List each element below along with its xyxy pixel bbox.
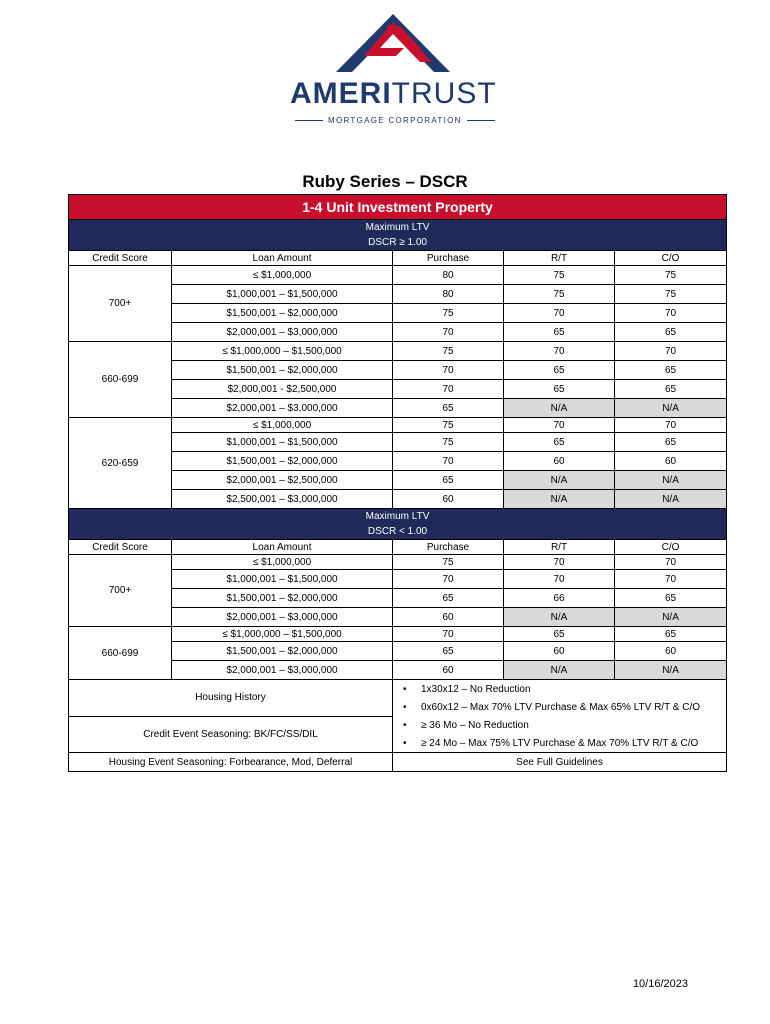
col-rt: R/T — [504, 251, 615, 266]
purchase-cell: 75 — [393, 342, 504, 361]
rt-cell: N/A — [504, 471, 615, 490]
purchase-cell: 65 — [393, 471, 504, 490]
col-purchase: Purchase — [393, 251, 504, 266]
purchase-cell: 70 — [393, 452, 504, 471]
col-loan-amount: Loan Amount — [172, 540, 393, 555]
co-cell: 70 — [615, 555, 727, 570]
purchase-cell: 60 — [393, 490, 504, 509]
section2-heading: Maximum LTV — [69, 509, 727, 525]
table-row — [69, 555, 727, 570]
bullet-item: • 0x60x12 – Max 70% LTV Purchase & Max 65% LTV R/T & C/O — [393, 698, 727, 716]
loan-amount-cell: ≤ $1,000,000 – $1,500,000 — [172, 627, 393, 642]
loan-amount-cell: $2,000,001 – $2,500,000 — [172, 471, 393, 490]
section1-subheading: DSCR ≥ 1.00 — [69, 235, 727, 251]
loan-amount-cell: $1,500,001 – $2,000,000 — [172, 589, 393, 608]
table-row — [69, 418, 727, 433]
rt-cell: 66 — [504, 589, 615, 608]
rt-cell: 75 — [504, 285, 615, 304]
document-date: 10/16/2023 — [632, 978, 688, 990]
rt-cell: 70 — [504, 570, 615, 589]
bullet-item: • 1x30x12 – No Reduction — [393, 680, 727, 699]
table-row — [69, 266, 727, 285]
rt-cell: 65 — [504, 380, 615, 399]
co-cell: 70 — [615, 342, 727, 361]
co-cell: N/A — [615, 471, 727, 490]
loan-amount-cell: $1,000,001 – $1,500,000 — [172, 570, 393, 589]
co-cell: 70 — [615, 570, 727, 589]
purchase-cell: 75 — [393, 304, 504, 323]
housing-history-label: Housing History — [69, 680, 393, 717]
logo-wordmark: AMERITRUST — [290, 77, 497, 110]
rt-cell: 65 — [504, 627, 615, 642]
table-row — [69, 627, 727, 642]
rt-cell: N/A — [504, 608, 615, 627]
col-credit-score: Credit Score — [69, 540, 172, 555]
purchase-cell: 70 — [393, 323, 504, 342]
ltv-matrix-table — [68, 194, 727, 772]
col-co: C/O — [615, 251, 727, 266]
bullet-item: • ≥ 24 Mo – Max 75% LTV Purchase & Max 70% LTV R/T & C/O — [393, 734, 727, 753]
rt-cell: 70 — [504, 418, 615, 433]
co-cell: N/A — [615, 661, 727, 680]
section1-heading: Maximum LTV — [69, 220, 727, 236]
co-cell: 65 — [615, 589, 727, 608]
purchase-cell: 80 — [393, 266, 504, 285]
co-cell: 60 — [615, 452, 727, 471]
purchase-cell: 60 — [393, 661, 504, 680]
rt-cell: 60 — [504, 452, 615, 471]
co-cell: 65 — [615, 627, 727, 642]
purchase-cell: 70 — [393, 361, 504, 380]
see-guidelines-note: See Full Guidelines — [393, 753, 727, 772]
rt-cell: 70 — [504, 555, 615, 570]
purchase-cell: 60 — [393, 608, 504, 627]
credit-score-cell: 700+ — [69, 555, 172, 627]
rt-cell: 75 — [504, 266, 615, 285]
loan-amount-cell: $1,500,001 – $2,000,000 — [172, 452, 393, 471]
col-loan-amount: Loan Amount — [172, 251, 393, 266]
purchase-cell: 75 — [393, 418, 504, 433]
loan-amount-cell: ≤ $1,000,000 – $1,500,000 — [172, 342, 393, 361]
purchase-cell: 70 — [393, 380, 504, 399]
loan-amount-cell: ≤ $1,000,000 — [172, 266, 393, 285]
col-rt: R/T — [504, 540, 615, 555]
credit-score-cell: 660-699 — [69, 627, 172, 680]
co-cell: 70 — [615, 418, 727, 433]
loan-amount-cell: $1,500,001 – $2,000,000 — [172, 304, 393, 323]
co-cell: 65 — [615, 380, 727, 399]
section2-subheading: DSCR < 1.00 — [69, 524, 727, 540]
co-cell: N/A — [615, 399, 727, 418]
co-cell: 65 — [615, 361, 727, 380]
loan-amount-cell: $1,000,001 – $1,500,000 — [172, 433, 393, 452]
rt-cell: 65 — [504, 323, 615, 342]
rt-cell: 70 — [504, 342, 615, 361]
credit-score-cell: 620-659 — [69, 418, 172, 509]
loan-amount-cell: $2,500,001 – $3,000,000 — [172, 490, 393, 509]
col-credit-score: Credit Score — [69, 251, 172, 266]
rt-cell: 60 — [504, 642, 615, 661]
loan-amount-cell: $2,000,001 – $3,000,000 — [172, 399, 393, 418]
loan-amount-cell: ≤ $1,000,000 — [172, 418, 393, 433]
rt-cell: 65 — [504, 433, 615, 452]
rt-cell: 70 — [504, 304, 615, 323]
credit-score-cell: 660-699 — [69, 342, 172, 418]
purchase-cell: 80 — [393, 285, 504, 304]
co-cell: 75 — [615, 266, 727, 285]
page-title: Ruby Series – DSCR — [302, 172, 468, 191]
credit-score-cell: 700+ — [69, 266, 172, 342]
col-purchase: Purchase — [393, 540, 504, 555]
purchase-cell: 75 — [393, 433, 504, 452]
purchase-cell: 65 — [393, 399, 504, 418]
co-cell: 75 — [615, 285, 727, 304]
rt-cell: 65 — [504, 361, 615, 380]
purchase-cell: 70 — [393, 627, 504, 642]
co-cell: N/A — [615, 490, 727, 509]
purchase-cell: 75 — [393, 555, 504, 570]
loan-amount-cell: $2,000,001 – $3,000,000 — [172, 661, 393, 680]
table-row — [69, 342, 727, 361]
loan-amount-cell: $1,500,001 – $2,000,000 — [172, 642, 393, 661]
ameritrust-logo — [290, 12, 497, 125]
product-banner: 1-4 Unit Investment Property — [69, 195, 727, 220]
housing-event-label: Housing Event Seasoning: Forbearance, Mod, Deferral — [69, 753, 393, 772]
loan-amount-cell: $1,000,001 – $1,500,000 — [172, 285, 393, 304]
loan-amount-cell: $2,000,001 - $2,500,000 — [172, 380, 393, 399]
bullet-item: • ≥ 36 Mo – No Reduction — [393, 716, 727, 734]
purchase-cell: 65 — [393, 589, 504, 608]
co-cell: 65 — [615, 433, 727, 452]
credit-event-label: Credit Event Seasoning: BK/FC/SS/DIL — [69, 716, 393, 753]
co-cell: 70 — [615, 304, 727, 323]
purchase-cell: 70 — [393, 570, 504, 589]
logo-mark-icon — [334, 12, 452, 76]
logo-subtitle: MORTGAGE CORPORATION — [290, 116, 495, 125]
rt-cell: N/A — [504, 661, 615, 680]
loan-amount-cell: ≤ $1,000,000 — [172, 555, 393, 570]
co-cell: 65 — [615, 323, 727, 342]
co-cell: 60 — [615, 642, 727, 661]
rt-cell: N/A — [504, 490, 615, 509]
co-cell: N/A — [615, 608, 727, 627]
purchase-cell: 65 — [393, 642, 504, 661]
rt-cell: N/A — [504, 399, 615, 418]
loan-amount-cell: $2,000,001 – $3,000,000 — [172, 608, 393, 627]
col-co: C/O — [615, 540, 727, 555]
loan-amount-cell: $2,000,001 – $3,000,000 — [172, 323, 393, 342]
loan-amount-cell: $1,500,001 – $2,000,000 — [172, 361, 393, 380]
